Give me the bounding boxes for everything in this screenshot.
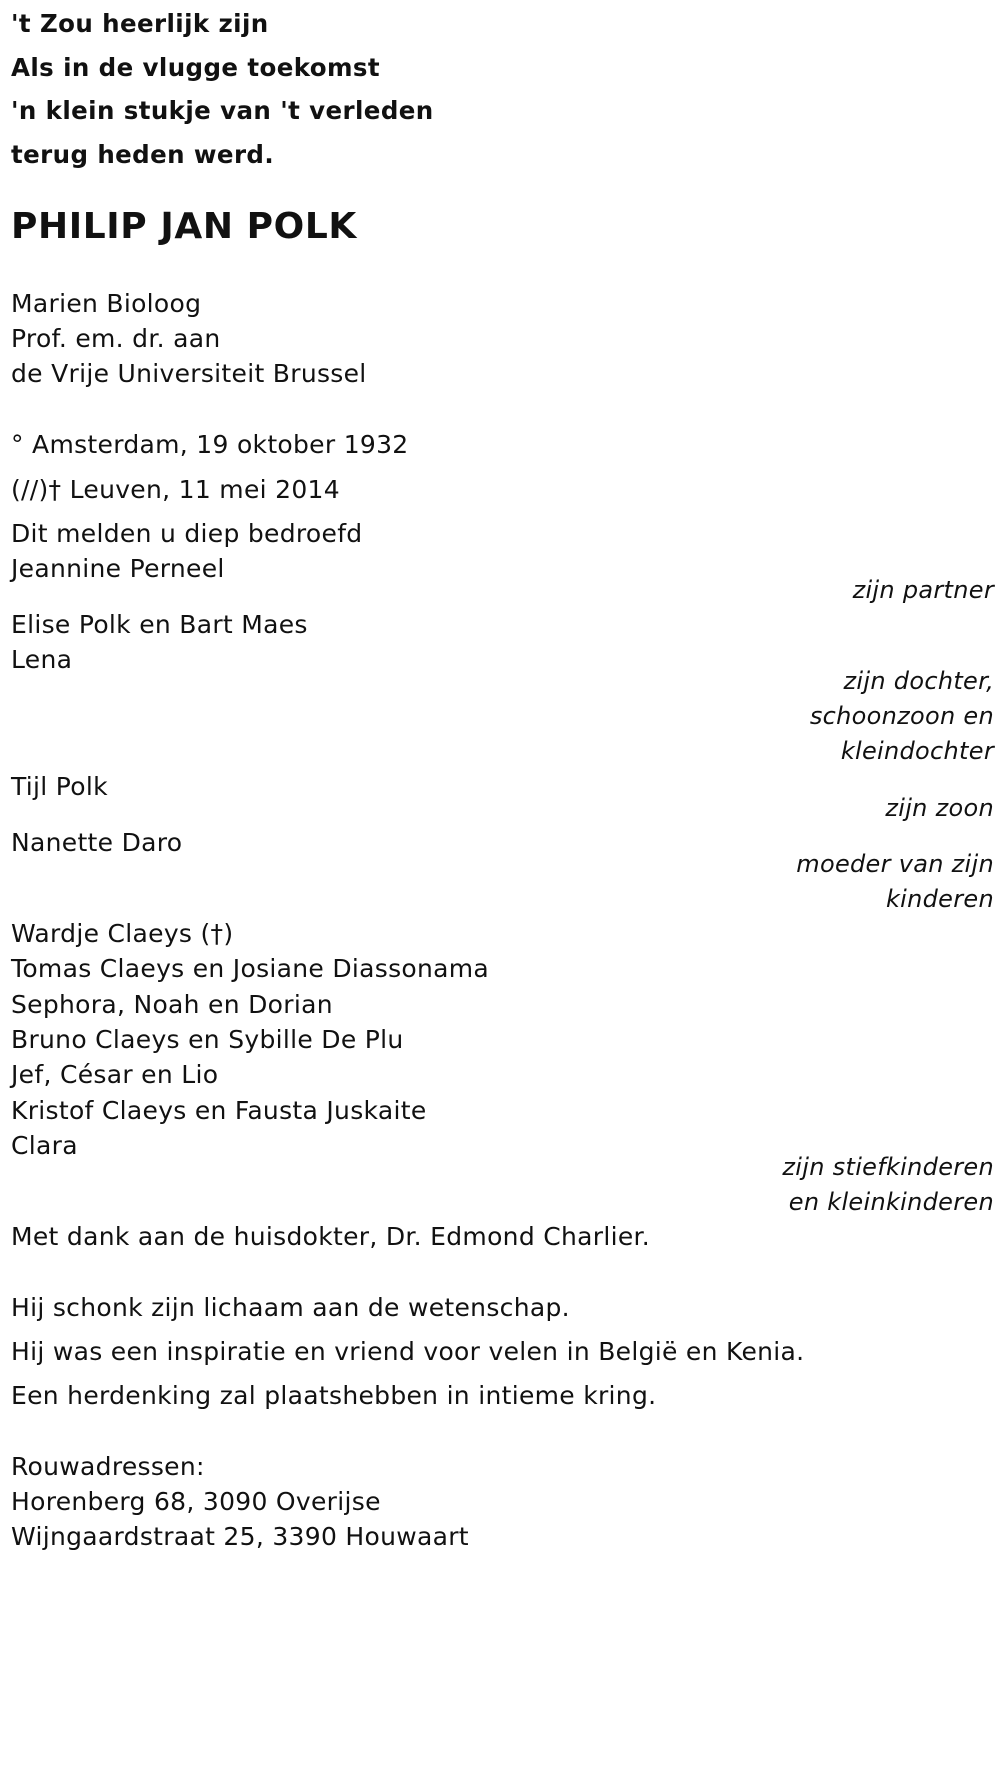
- mother-relation-2: kinderen: [885, 885, 994, 913]
- daughter-name-2: Lena: [11, 645, 73, 674]
- stepchild-line-3: Sephora, Noah en Dorian: [11, 990, 333, 1019]
- poem-line-2: Als in de vlugge toekomst: [11, 53, 381, 82]
- daughter-relation-3: kleindochter: [840, 737, 994, 765]
- daughter-relation-2: schoonzoon en: [809, 702, 994, 730]
- poem-line-4: terug heden werd.: [11, 140, 275, 169]
- addresses-label: Rouwadressen:: [11, 1452, 205, 1481]
- mother-relation-1: moeder van zijn: [796, 850, 994, 878]
- daughter-relation-1: zijn dochter,: [843, 667, 994, 695]
- stepchild-line-4: Bruno Claeys en Sybille De Plu: [11, 1025, 404, 1054]
- poem-line-3: 'n klein stukje van 't verleden: [11, 96, 434, 125]
- partner-relation: zijn partner: [852, 576, 994, 604]
- poem-line-1: 't Zou heerlijk zijn: [11, 9, 269, 38]
- mother-name: Nanette Daro: [11, 828, 183, 857]
- closing-line-3: Een herdenking zal plaatshebben in intieme kring.: [11, 1381, 657, 1410]
- partner-name: Jeannine Perneel: [11, 554, 225, 583]
- deceased-name: PHILIP JAN POLK: [11, 206, 357, 247]
- stepchild-line-2: Tomas Claeys en Josiane Diassonama: [11, 954, 490, 983]
- son-relation: zijn zoon: [885, 794, 994, 822]
- announcement-intro: Dit melden u diep bedroefd: [11, 519, 363, 548]
- death-info: (//)† Leuven, 11 mei 2014: [11, 475, 340, 504]
- closing-line-2: Hij was een inspiratie en vriend voor velen in België en Kenia.: [11, 1337, 805, 1366]
- stepchild-relation-2: en kleinkinderen: [788, 1188, 994, 1216]
- thanks-note: Met dank aan de huisdokter, Dr. Edmond Charlier.: [11, 1222, 651, 1251]
- birth-info: ° Amsterdam, 19 oktober 1932: [11, 430, 409, 459]
- closing-line-1: Hij schonk zijn lichaam aan de wetenschap.: [11, 1293, 570, 1322]
- address-2: Wijngaardstraat 25, 3390 Houwaart: [11, 1522, 469, 1551]
- title-line-3: de Vrije Universiteit Brussel: [11, 359, 367, 388]
- stepchild-line-1: Wardje Claeys (†): [11, 919, 234, 948]
- stepchild-relation-1: zijn stiefkinderen: [782, 1153, 994, 1181]
- son-name: Tijl Polk: [11, 772, 108, 801]
- stepchild-line-7: Clara: [11, 1131, 78, 1160]
- title-line-1: Marien Bioloog: [11, 289, 202, 318]
- title-line-2: Prof. em. dr. aan: [11, 324, 221, 353]
- stepchild-line-6: Kristof Claeys en Fausta Juskaite: [11, 1096, 427, 1125]
- daughter-name-1: Elise Polk en Bart Maes: [11, 610, 308, 639]
- address-1: Horenberg 68, 3090 Overijse: [11, 1487, 381, 1516]
- stepchild-line-5: Jef, César en Lio: [11, 1060, 219, 1089]
